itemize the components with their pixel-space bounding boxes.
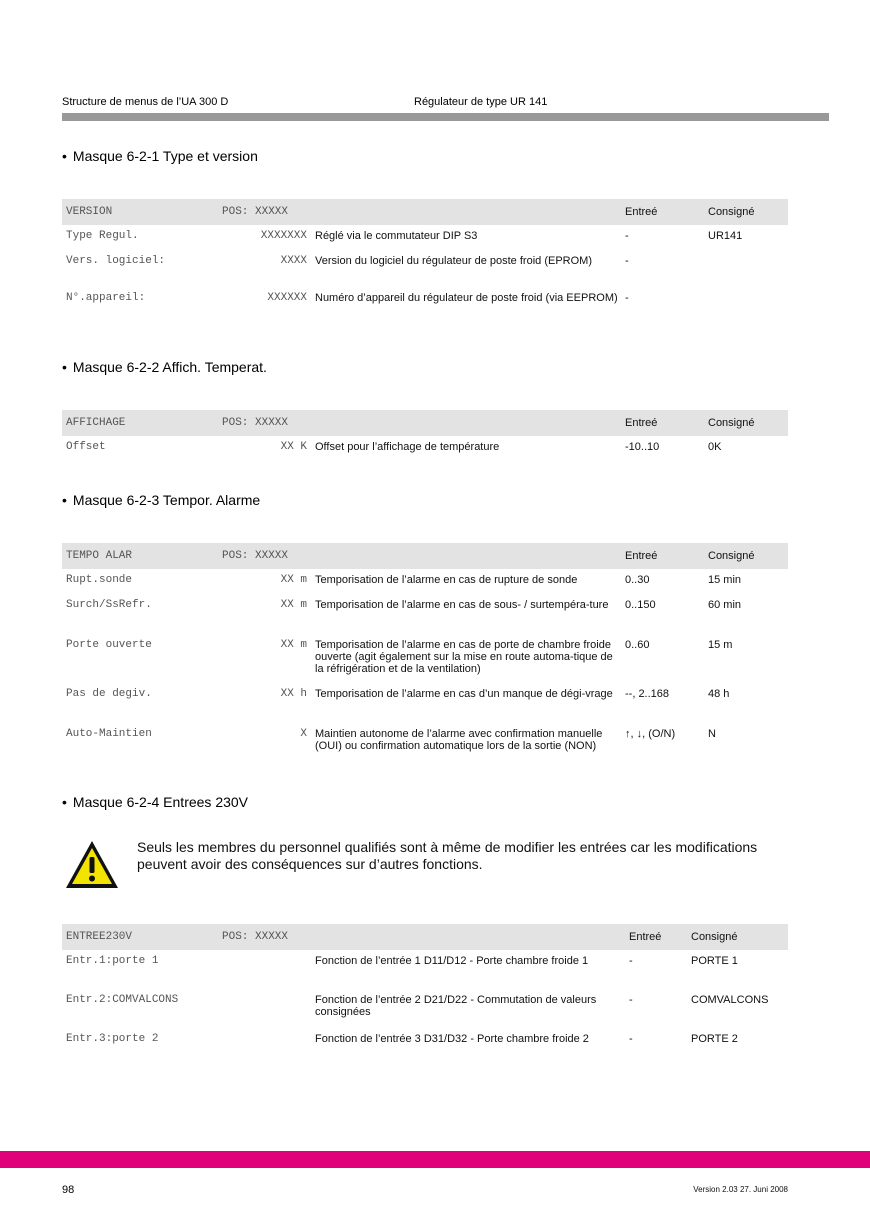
cell-description: Fonction de l’entrée 3 D31/D32 - Porte chambre froide 2 — [315, 1033, 589, 1045]
header-cell-entree: Entreé — [625, 410, 708, 436]
cell-entree: --, 2..168 — [625, 688, 670, 700]
header-cell-consigne: Consigné — [691, 924, 788, 950]
table-row — [62, 950, 788, 989]
cell-entree: ↑, ↓, (O/N) — [625, 728, 676, 740]
cell-description: Réglé via le commutateur DIP S3 — [315, 230, 478, 242]
table-row — [62, 723, 788, 760]
header-cell-menu: AFFICHAGE — [62, 410, 222, 436]
footer-accent-bar — [0, 1151, 870, 1168]
cell-description: Maintien autonome de l’alarme avec confirmation manuelle (OUI) ou confirmation automatique lors de la sortie (NON) — [315, 728, 603, 752]
page-number: 98 — [62, 1184, 75, 1196]
header-cell-entree: Entreé — [625, 543, 708, 569]
header-cell-desc — [315, 199, 625, 225]
warning-triangle-icon — [64, 839, 120, 891]
header-cell-pos: POS: XXXXX — [222, 543, 315, 569]
cell-param: Entr.1:porte 1 — [66, 955, 159, 967]
header-center-title: Régulateur de type UR 141 — [414, 96, 548, 108]
cell-description: Temporisation de l’alarme en cas de porte de chambre froide ouverte (agit également sur la mise en route automa-tique de la réfrigération et de la ventilation) — [315, 639, 613, 675]
header-cell-entree: Entreé — [625, 199, 708, 225]
cell-description: Fonction de l’entrée 2 D21/D22 - Commutation de valeurs consignées — [315, 994, 597, 1018]
cell-description: Version du logiciel du régulateur de poste froid (EPROM) — [315, 255, 592, 267]
cell-format — [222, 1028, 315, 1067]
section-title-text: Masque 6-2-4 Entrees 230V — [72, 794, 249, 810]
table-affichage — [62, 410, 788, 461]
cell-format: X — [300, 728, 307, 740]
header-cell-menu: ENTREE230V — [62, 924, 222, 950]
cell-entree: - — [625, 292, 629, 304]
cell-consigne: PORTE 2 — [691, 1033, 738, 1045]
header-cell-consigne: Consigné — [708, 410, 788, 436]
cell-param: Rupt.sonde — [66, 574, 133, 586]
cell-format: XXXXXX — [267, 292, 307, 304]
header-divider — [62, 113, 829, 121]
cell-consigne — [708, 250, 788, 287]
section-title-type-version — [62, 148, 258, 164]
bullet: • — [62, 794, 67, 810]
cell-consigne: COMVALCONS — [691, 994, 769, 1006]
cell-param: Vers. logiciel: — [66, 255, 166, 267]
table-type-version — [62, 199, 788, 324]
cell-param: Surch/SsRefr. — [66, 599, 152, 611]
table-row — [62, 634, 788, 683]
cell-consigne: 15 min — [708, 574, 742, 586]
cell-format: XX K — [280, 441, 307, 453]
cell-description: Temporisation de l’alarme en cas de sous- / surtempéra-ture — [315, 599, 609, 611]
warning-message: Seuls les membres du personnel qualifiés sont à même de modifier les entrées car les modifications peuvent avoir des conséquences sur d’autres fonctions. — [137, 839, 758, 872]
cell-entree: - — [629, 994, 633, 1006]
cell-description: Numéro d’appareil du régulateur de poste froid (via EEPROM) — [315, 292, 618, 304]
section-title-text: Masque 6-2-1 Type et version — [72, 148, 258, 164]
table-row — [62, 250, 788, 287]
version-info: Version 2.03 27. Juni 2008 — [693, 1185, 788, 1194]
cell-consigne: UR141 — [708, 230, 743, 242]
table-row — [62, 436, 788, 461]
cell-format — [222, 989, 315, 1028]
header-left-title: Structure de menus de l’UA 300 D — [62, 96, 229, 108]
header-cell-desc — [315, 924, 629, 950]
table-tempo-alarme — [62, 543, 788, 760]
table-row — [62, 683, 788, 723]
cell-param: Entr.2:COMVALCONS — [66, 994, 179, 1006]
section-title-text: Masque 6-2-2 Affich. Temperat. — [72, 359, 267, 375]
table-header-row — [62, 924, 788, 950]
cell-format: XX h — [280, 688, 307, 700]
cell-entree: -10..10 — [625, 441, 660, 453]
header-cell-consigne: Consigné — [708, 199, 788, 225]
table-header-row — [62, 410, 788, 436]
table-row — [62, 1028, 788, 1067]
cell-param: Pas de degiv. — [66, 688, 152, 700]
cell-consigne — [708, 287, 788, 324]
cell-entree: 0..30 — [625, 574, 650, 586]
cell-description: Fonction de l’entrée 1 D11/D12 - Porte chambre froide 1 — [315, 955, 589, 967]
header-cell-entree: Entreé — [629, 924, 691, 950]
header-cell-desc — [315, 543, 625, 569]
cell-entree: - — [629, 1033, 633, 1045]
cell-param: Porte ouverte — [66, 639, 152, 651]
cell-format: XX m — [280, 639, 307, 651]
cell-param: Entr.3:porte 2 — [66, 1033, 159, 1045]
cell-consigne: PORTE 1 — [691, 955, 738, 967]
cell-format: XXXXXXX — [260, 230, 307, 242]
table-row — [62, 225, 788, 250]
cell-entree: - — [629, 955, 633, 967]
table-header-row — [62, 543, 788, 569]
cell-consigne: 15 m — [708, 639, 733, 651]
header-cell-menu: VERSION — [62, 199, 222, 225]
cell-entree: 0..60 — [625, 639, 650, 651]
table-row — [62, 287, 788, 324]
header-cell-menu: TEMPO ALAR — [62, 543, 222, 569]
cell-param: Offset — [66, 441, 106, 453]
cell-param: N°.appareil: — [66, 292, 146, 304]
cell-description: Temporisation de l’alarme en cas d’un manque de dégi-vrage — [315, 688, 613, 700]
bullet: • — [62, 359, 67, 375]
header-cell-desc — [315, 410, 625, 436]
section-title-tempo-alarme — [62, 492, 260, 508]
cell-description: Temporisation de l’alarme en cas de rupture de sonde — [315, 574, 578, 586]
header-cell-pos: POS: XXXXX — [222, 924, 315, 950]
table-row — [62, 989, 788, 1028]
header-cell-consigne: Consigné — [708, 543, 788, 569]
cell-consigne: 48 h — [708, 688, 730, 700]
bullet: • — [62, 492, 67, 508]
bullet: • — [62, 148, 67, 164]
cell-consigne: 60 min — [708, 599, 742, 611]
section-title-affichage — [62, 359, 267, 375]
cell-entree: 0..150 — [625, 599, 656, 611]
section-title-text: Masque 6-2-3 Tempor. Alarme — [72, 492, 261, 508]
cell-param: Type Regul. — [66, 230, 139, 242]
header-cell-pos: POS: XXXXX — [222, 410, 315, 436]
cell-format — [222, 950, 315, 989]
cell-format: XX m — [280, 599, 307, 611]
cell-format: XX m — [280, 574, 307, 586]
table-header-row — [62, 199, 788, 225]
cell-description: Offset pour l’affichage de température — [315, 441, 500, 453]
cell-consigne: N — [708, 728, 716, 740]
cell-entree: - — [625, 255, 629, 267]
table-entrees-230v — [62, 924, 788, 1067]
header-cell-pos: POS: XXXXX — [222, 199, 315, 225]
table-row — [62, 569, 788, 594]
section-title-entrees-230v — [62, 794, 248, 810]
cell-format: XXXX — [280, 255, 307, 267]
cell-consigne: 0K — [708, 441, 722, 453]
cell-param: Auto-Maintien — [66, 728, 152, 740]
table-row — [62, 594, 788, 634]
cell-entree: - — [625, 230, 629, 242]
